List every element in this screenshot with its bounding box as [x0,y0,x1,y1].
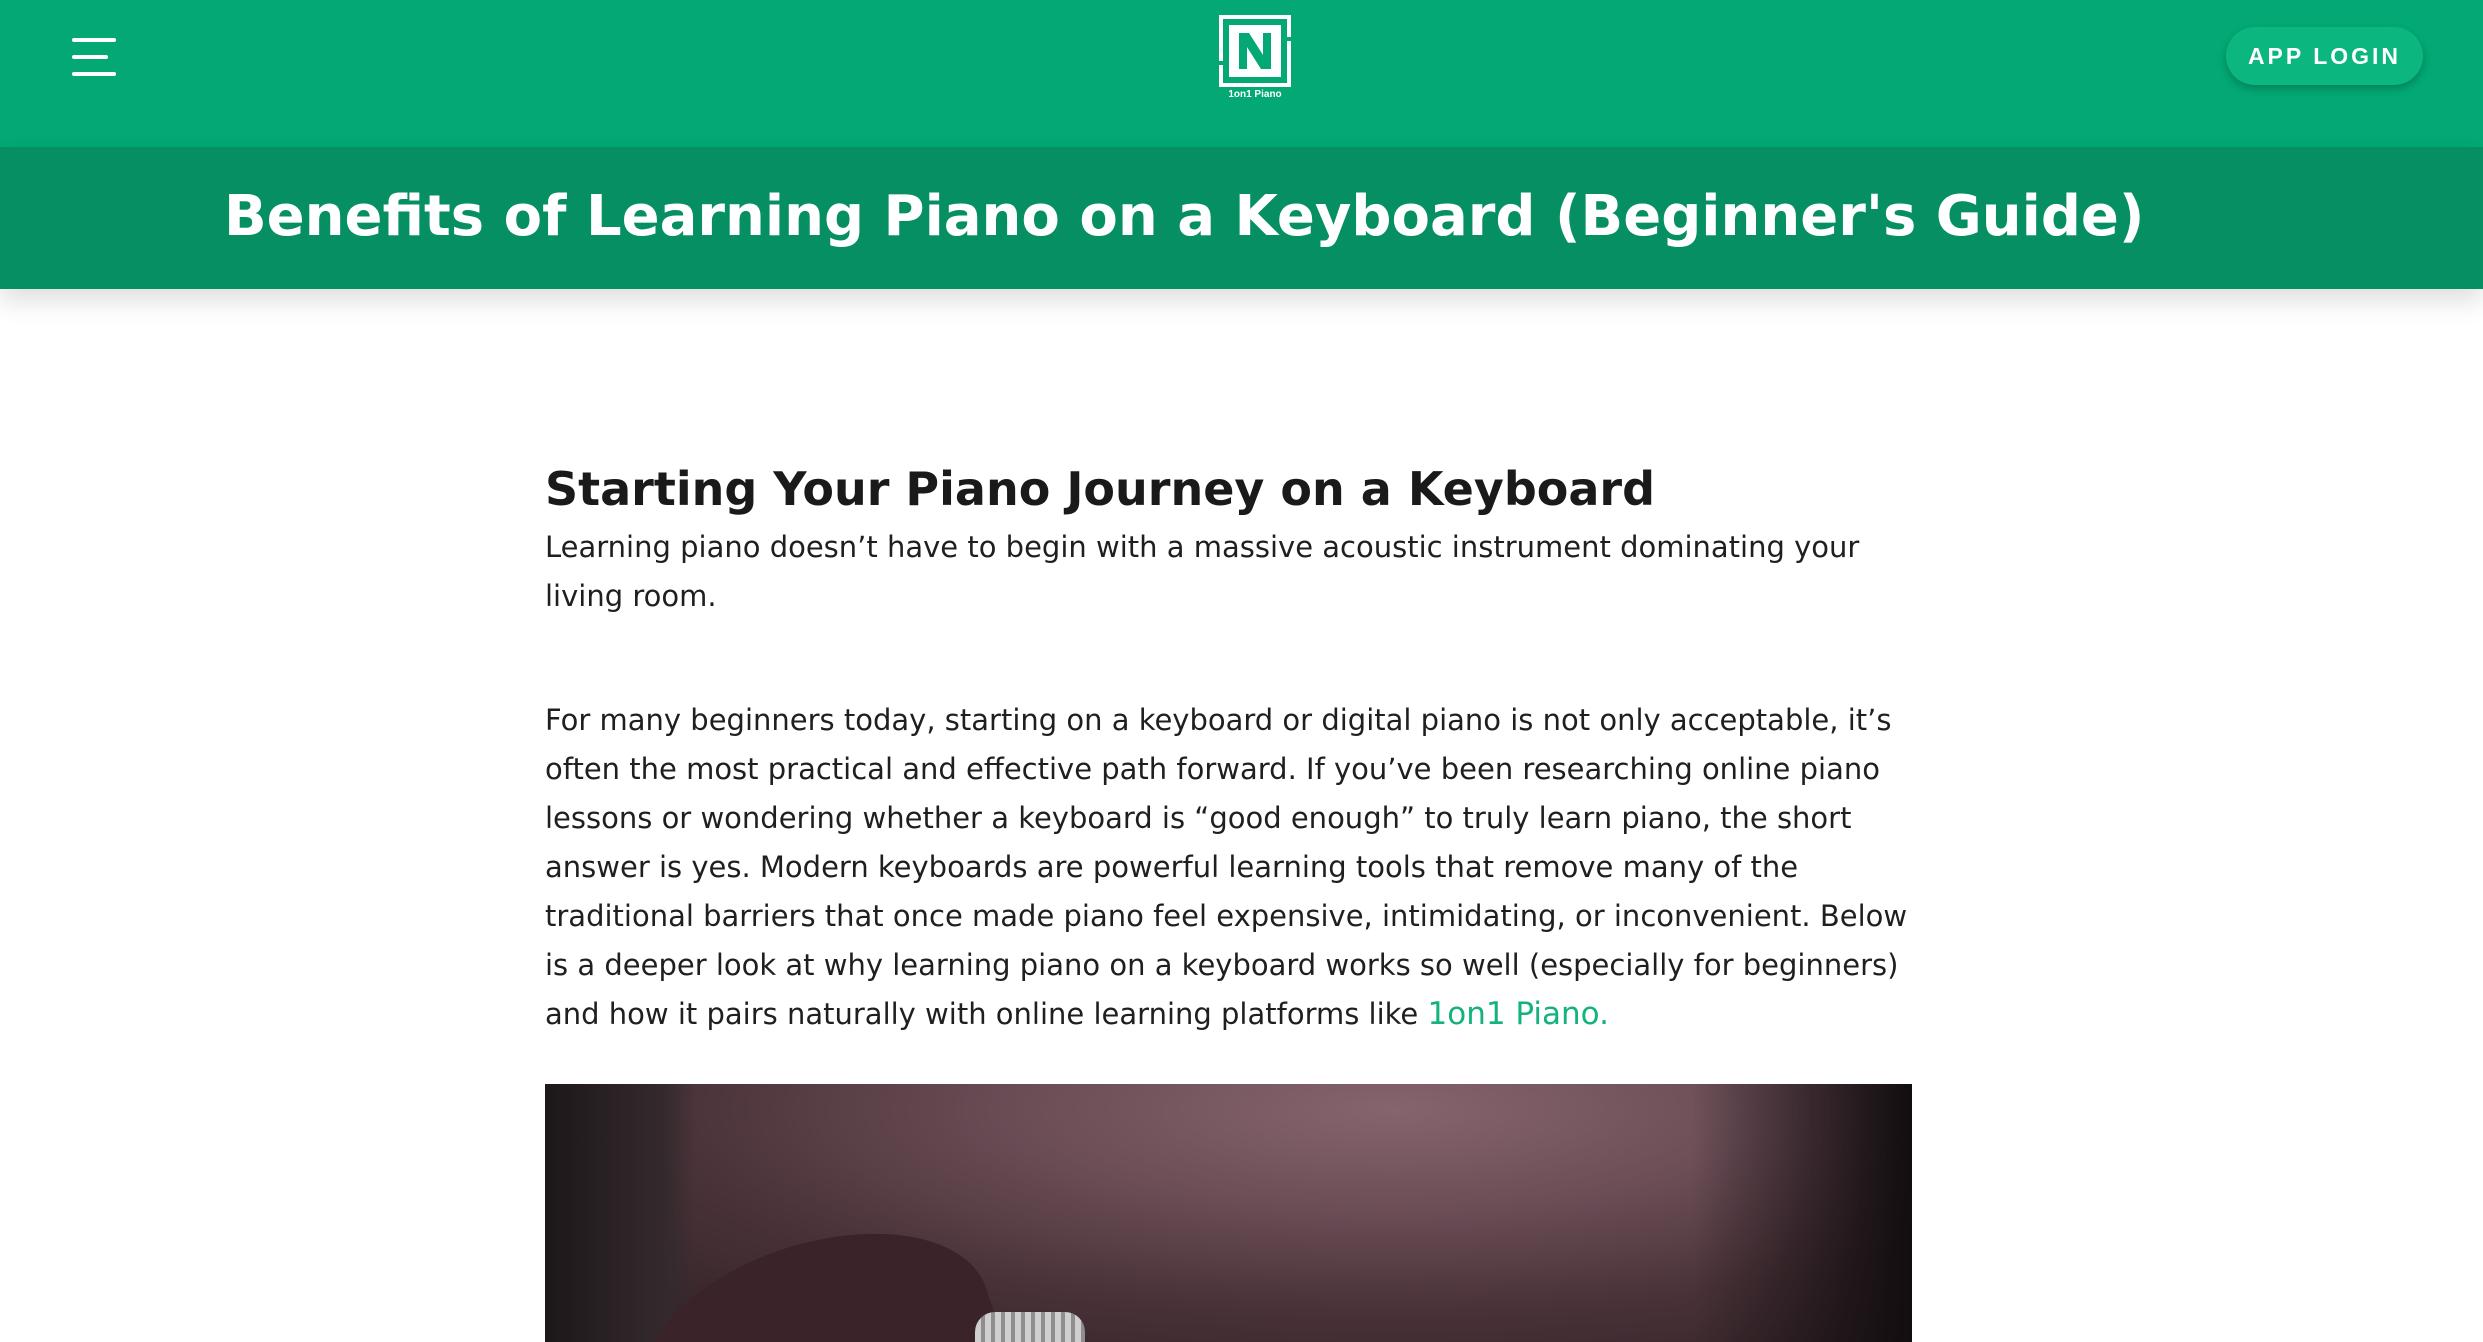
person-playing-keyboard-photo [545,1084,1912,1342]
1on1-piano-link[interactable]: 1on1 Piano. [1427,996,1609,1032]
article-content [545,455,1912,1039]
n-logo-icon [1219,15,1291,87]
intro-paragraph: Learning piano doesn’t have to begin with a massive acoustic instrument dominating your living room. [545,530,1860,613]
site-logo[interactable] [1219,15,1291,103]
logo-caption: 1on1 Piano [1228,89,1282,100]
photo-shadow-left [545,1084,695,1342]
page-title-bar [0,147,2483,289]
section-heading: Starting Your Piano Journey on a Keyboard [545,462,1656,516]
hamburger-menu-icon[interactable] [72,38,116,78]
app-login-button[interactable]: APP LOGIN [2226,27,2423,85]
photo-shadow-right [1692,1084,1912,1342]
body-text: For many beginners today, starting on a keyboard or digital piano is not only acceptable, it’s often the most practical and effective path forward. If you’ve been researching online piano lessons or wondering whether a keyboard is “good enough” to truly learn piano, the short answer is yes. Modern keyboards are powerful learning tools that remove many of the traditional barriers that once made piano feel expensive, intimidating, or inconvenient. Below is a deeper look at why learning piano on a keyboard works so well (especially for beginners) and how it pairs naturally with online learning platforms like [545,703,1908,1031]
page-title: Benefits of Learning Piano on a Keyboard (Beginner's Guide) [224,184,2145,249]
body-paragraph [545,696,1912,1039]
photo-watch [975,1312,1085,1342]
top-navigation-bar [0,0,2483,147]
